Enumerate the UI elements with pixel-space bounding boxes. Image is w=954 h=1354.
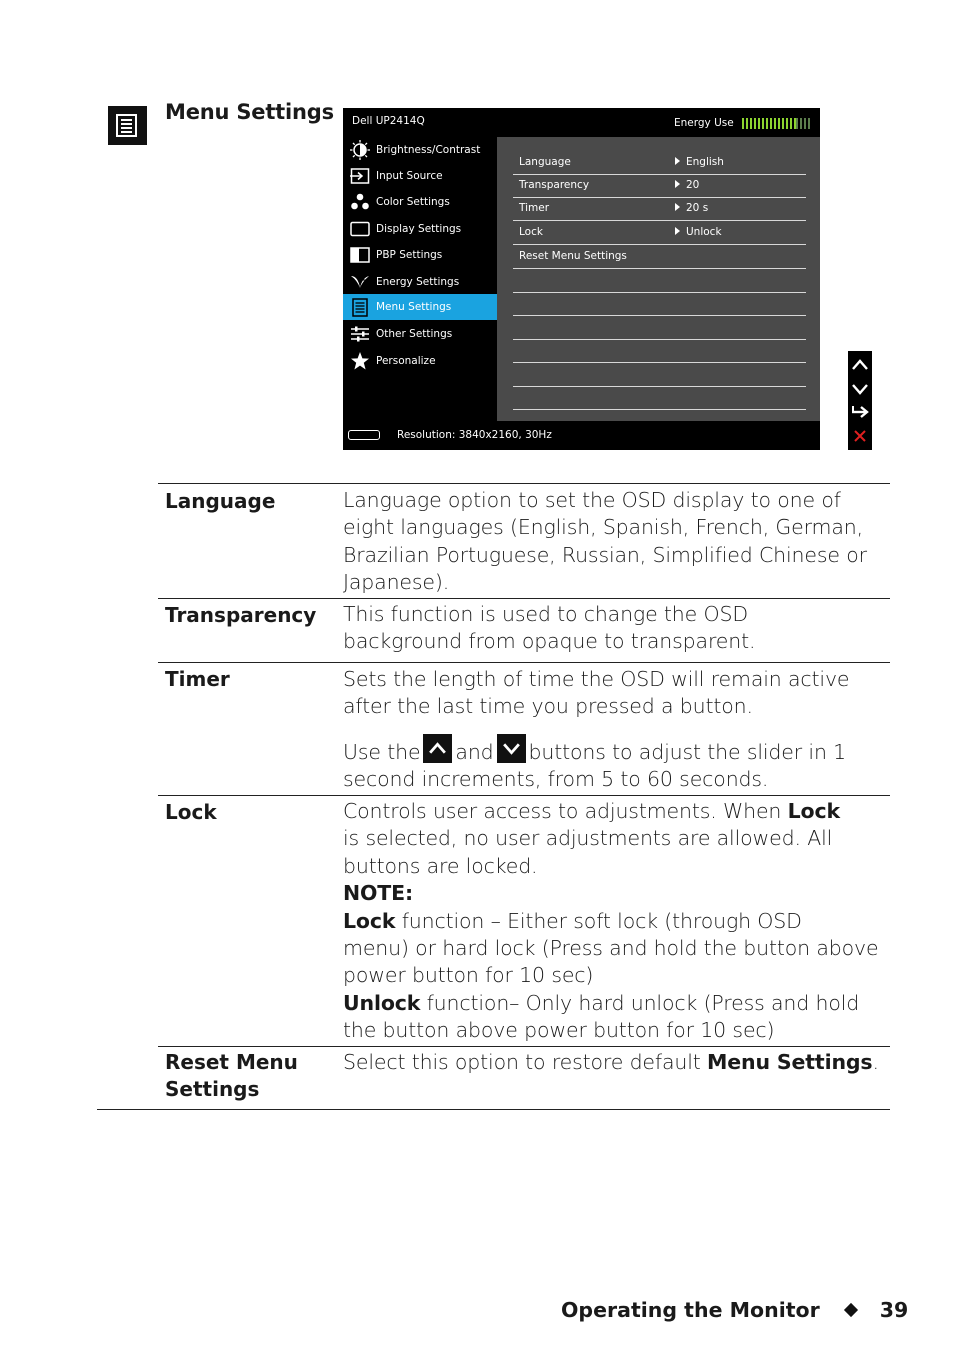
brightness-icon: [350, 140, 370, 160]
osd-menu-item-brightness[interactable]: Brightness/Contrast: [343, 137, 497, 163]
footer-title: Operating the Monitor: [561, 1298, 820, 1322]
page-number: 39: [879, 1298, 909, 1322]
close-icon[interactable]: [850, 426, 870, 446]
osd-energy-label: Energy Use: [674, 117, 734, 129]
osd-option-language[interactable]: Language English: [513, 152, 806, 175]
note-heading: NOTE:: [343, 881, 414, 906]
osd-menu-item-display-settings[interactable]: Display Settings: [343, 216, 497, 242]
side-buttons: [848, 351, 872, 450]
up-icon[interactable]: [850, 355, 870, 375]
input-source-icon: [350, 166, 370, 186]
osd-model-name: Dell UP2414Q: [352, 115, 425, 127]
osd-empty-row: [513, 387, 806, 410]
osd-empty-row: [513, 293, 806, 316]
section-title: Menu Settings: [165, 100, 334, 124]
osd-empty-row: [513, 364, 806, 387]
row-desc-language: Language option to set the OSD display to one of eight languages (English, Spanish, French, German, Brazilian Portuguese, Russian, Simplified Chinese or Japanese).: [343, 488, 867, 595]
osd-menu: [343, 137, 497, 421]
color-settings-icon: [350, 192, 370, 212]
down-button-icon: [497, 734, 526, 763]
pbp-settings-icon: [350, 245, 370, 265]
osd-menu-item-pbp-settings[interactable]: PBP Settings: [343, 242, 497, 268]
osd-menu-item-energy-settings[interactable]: Energy Settings: [343, 269, 497, 295]
osd-resolution: Resolution: 3840x2160, 30Hz: [397, 429, 552, 441]
row-label-lock: Lock: [165, 800, 217, 824]
row-divider: [158, 598, 890, 599]
display-settings-icon: [350, 219, 370, 239]
osd-option-reset-menu-settings[interactable]: Reset Menu Settings: [513, 246, 806, 269]
other-settings-icon: [350, 324, 370, 344]
row-desc-transparency: This function is used to change the OSD background from opaque to transparent.: [343, 602, 756, 654]
osd-options-panel: [497, 137, 820, 421]
osd-option-transparency[interactable]: Transparency 20: [513, 175, 806, 198]
row-label-transparency: Transparency: [165, 603, 317, 627]
row-label-reset-menu-settings: Reset Menu Settings: [165, 1050, 298, 1101]
row-desc-reset-menu-settings: Select this option to restore default Menu Settings.: [343, 1050, 879, 1074]
osd-menu-item-color-settings[interactable]: Color Settings: [343, 189, 497, 215]
energy-settings-icon: [350, 272, 370, 292]
menu-settings-icon: [350, 297, 370, 317]
row-desc-timer: Sets the length of time the OSD will remain active after the last time you pressed a button.: [343, 667, 850, 719]
row-desc-lock: Controls user access to adjustments. When Lock is selected, no user adjustments are allowed. All buttons are locked. NOTE: Lock function – Either soft lock (through OSD menu) or hard lock (Press and hold the button above power button for 10 sec) Unlock function– Only hard unlock (Press and hold the button above power button for 10 sec): [343, 799, 879, 1043]
osd-menu-item-menu-settings[interactable]: Menu Settings: [343, 294, 497, 320]
osd-screen: [343, 108, 820, 450]
osd-option-timer[interactable]: Timer 20 s: [513, 198, 806, 221]
energy-meter: [742, 118, 810, 129]
osd-menu-item-personalize[interactable]: Personalize: [343, 348, 497, 374]
page-footer: [561, 1298, 908, 1322]
osd-empty-row: [513, 340, 806, 363]
osd-bottom-bar: [343, 421, 820, 450]
personalize-icon: [350, 351, 370, 371]
diamond-icon: [844, 1303, 858, 1317]
row-label-language: Language: [165, 489, 276, 513]
row-divider: [158, 795, 890, 796]
row-label-timer: Timer: [165, 667, 230, 691]
row-divider: [158, 662, 890, 663]
menu-settings-icon: [108, 106, 147, 145]
row-desc-timer-buttons: Use the and buttons to adjust the slider in 1 second increments, from 5 to 60 seconds.: [343, 734, 888, 794]
down-icon[interactable]: [850, 379, 870, 399]
up-button-icon: [423, 734, 452, 763]
osd-empty-row: [513, 317, 806, 340]
osd-top-bar: [343, 108, 820, 137]
osd-empty-row: [513, 270, 806, 293]
enter-icon[interactable]: [850, 402, 870, 422]
osd-menu-item-other-settings[interactable]: Other Settings: [343, 321, 497, 347]
osd-option-lock[interactable]: Lock Unlock: [513, 222, 806, 245]
osd-menu-item-input-source[interactable]: Input Source: [343, 163, 497, 189]
displayport-icon: [348, 430, 380, 440]
table-bottom-rule: [97, 1109, 890, 1110]
table-top-rule: [158, 483, 890, 484]
row-divider: [158, 1046, 890, 1047]
